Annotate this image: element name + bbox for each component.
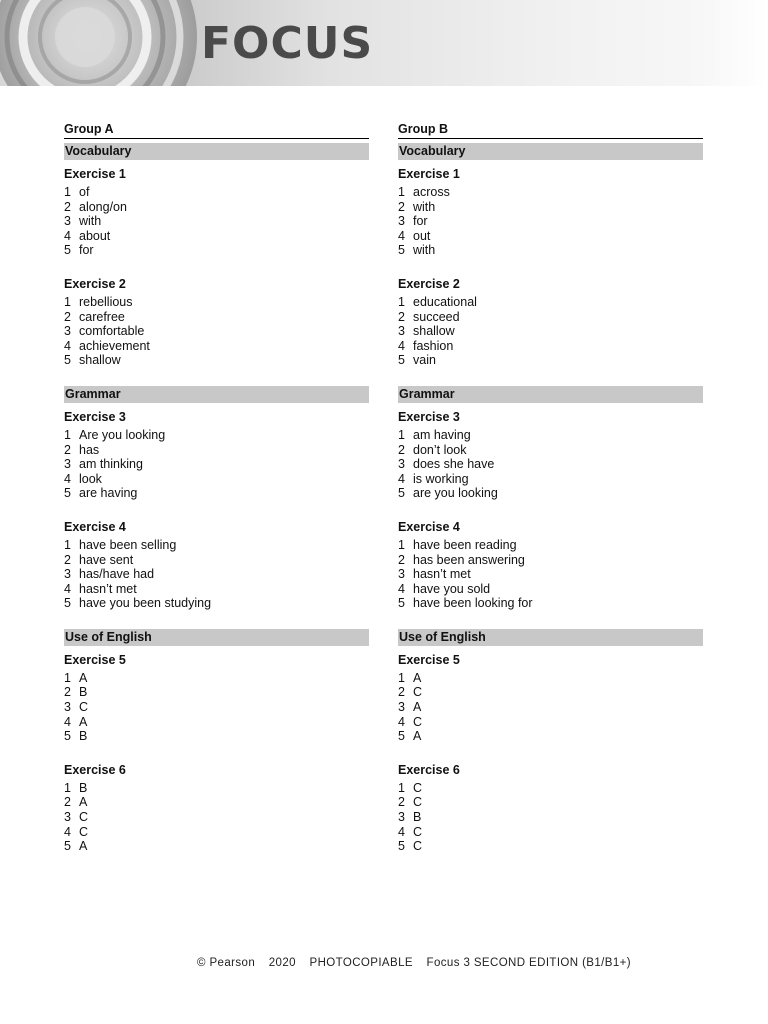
answer-text: about: [79, 228, 111, 243]
answer-number: 5: [398, 729, 405, 744]
focus-logo-graphic: [0, 0, 220, 86]
answer-item: [64, 729, 369, 744]
answer-text: of: [79, 185, 90, 199]
answer-text: has/have had: [79, 567, 155, 582]
answer-number: 1: [64, 185, 71, 199]
answer-item: [64, 671, 369, 686]
answer-text: C: [79, 700, 89, 715]
answer-number: 1: [398, 670, 405, 685]
answer-number: 3: [64, 214, 71, 229]
answer-text: for: [79, 243, 94, 258]
answer-text: are you looking: [413, 486, 498, 501]
answer-number: 1: [64, 537, 71, 552]
answer-list: [64, 295, 369, 368]
answer-text: does she have: [413, 457, 495, 472]
answer-number: 1: [398, 185, 405, 199]
answer-item: [398, 795, 703, 810]
answer-number: 1: [64, 780, 71, 795]
answer-text: B: [79, 685, 88, 700]
answer-item: [398, 472, 703, 487]
answer-number: 3: [398, 214, 405, 229]
answer-text: comfortable: [79, 324, 145, 339]
answer-item: [398, 685, 703, 700]
answer-item: [64, 781, 369, 796]
answer-item: [64, 567, 369, 582]
answer-text: fashion: [413, 338, 454, 353]
answer-item: [64, 582, 369, 597]
answer-item: [398, 553, 703, 568]
answer-number: 2: [398, 309, 405, 324]
answer-number: 5: [64, 839, 71, 854]
answer-text: look: [79, 471, 102, 486]
answer-number: 4: [64, 581, 71, 596]
exercise-title: Exercise 2: [398, 276, 460, 291]
answer-item: [64, 538, 369, 553]
answer-number: 2: [64, 795, 71, 810]
exercise-title: Exercise 6: [64, 762, 126, 777]
answer-text: B: [79, 729, 88, 744]
answer-item: [64, 243, 369, 258]
answer-text: along/on: [79, 199, 127, 214]
answer-list: [64, 671, 369, 744]
footer-copyright: © Pearson: [197, 957, 256, 969]
answer-text: achievement: [79, 338, 150, 353]
exercise-title: Exercise 4: [398, 519, 460, 534]
answer-item: [398, 214, 703, 229]
answer-item: [398, 353, 703, 368]
answer-text: across: [413, 185, 450, 199]
footer-year: 2020: [268, 957, 296, 969]
answer-text: are having: [79, 486, 138, 501]
answer-number: 4: [398, 714, 405, 729]
answer-number: 5: [398, 243, 405, 258]
answer-item: [64, 428, 369, 443]
answer-text: shallow: [79, 353, 121, 368]
footer-photocopiable: PHOTOCOPIABLE: [309, 957, 413, 969]
answer-text: with: [413, 199, 436, 214]
answer-item: [398, 229, 703, 244]
exercise-title: Exercise 1: [64, 167, 126, 181]
answer-number: 1: [64, 670, 71, 685]
answer-number: 3: [398, 457, 405, 472]
answer-item: [64, 229, 369, 244]
answer-item: [64, 353, 369, 368]
answer-number: 5: [64, 243, 71, 258]
answer-number: 1: [64, 427, 71, 442]
answer-text: have you been studying: [79, 596, 212, 611]
answer-number: 2: [398, 442, 405, 457]
page-footer: [0, 957, 768, 969]
exercise-title: Exercise 2: [64, 276, 126, 291]
answer-text: have you sold: [413, 581, 491, 596]
answer-text: educational: [413, 294, 477, 309]
answer-item: [398, 310, 703, 325]
section-heading: Vocabulary: [398, 143, 703, 160]
answer-text: hasn’t met: [79, 581, 137, 596]
answer-text: C: [79, 810, 89, 825]
answer-item: [64, 472, 369, 487]
answer-number: 4: [398, 228, 405, 243]
answer-number: 2: [64, 199, 71, 214]
answer-text: A: [413, 670, 422, 685]
answer-text: A: [413, 700, 422, 715]
answer-number: 2: [398, 552, 405, 567]
answer-number: 4: [64, 338, 71, 353]
answer-text: C: [413, 714, 423, 729]
answer-text: has been answering: [413, 552, 525, 567]
answer-text: have sent: [79, 552, 134, 567]
answer-item: [64, 810, 369, 825]
answer-text: out: [413, 228, 431, 243]
answer-number: 1: [64, 294, 71, 309]
answer-number: 5: [398, 596, 405, 611]
answer-item: [398, 295, 703, 310]
answer-number: 2: [398, 795, 405, 810]
brand-title: FOCUS: [201, 18, 374, 69]
section-heading: Vocabulary: [64, 143, 369, 160]
answer-text: with: [79, 214, 102, 229]
answer-item: [398, 839, 703, 854]
answer-number: 3: [398, 810, 405, 825]
answer-number: 2: [64, 685, 71, 700]
answer-item: [64, 596, 369, 611]
answer-number: 5: [64, 596, 71, 611]
answer-number: 4: [398, 338, 405, 353]
answer-item: [64, 214, 369, 229]
page-header: [0, 0, 768, 86]
answer-item: [398, 700, 703, 715]
section-heading: Grammar: [398, 386, 703, 403]
answer-text: rebellious: [79, 294, 133, 309]
answer-number: 4: [398, 471, 405, 486]
answer-item: [398, 185, 703, 200]
answer-item: [398, 729, 703, 744]
answer-item: [64, 185, 369, 200]
answer-number: 5: [398, 486, 405, 501]
answer-item: [64, 457, 369, 472]
answer-text: am thinking: [79, 457, 143, 472]
answer-text: shallow: [413, 324, 455, 339]
answer-number: 4: [64, 824, 71, 839]
answer-number: 5: [398, 353, 405, 368]
exercise-title: Exercise 5: [398, 652, 460, 667]
answer-list: [398, 428, 703, 501]
answer-item: [64, 839, 369, 854]
answer-number: 3: [64, 324, 71, 339]
answer-item: [64, 685, 369, 700]
answer-number: 2: [64, 552, 71, 567]
answer-item: [64, 700, 369, 715]
answer-number: 4: [398, 824, 405, 839]
answer-text: B: [413, 810, 422, 825]
answer-text: succeed: [413, 309, 460, 324]
answer-number: 4: [64, 228, 71, 243]
answer-number: 4: [64, 471, 71, 486]
answer-item: [64, 200, 369, 215]
answer-text: C: [413, 839, 423, 854]
answer-text: Are you looking: [79, 427, 166, 442]
answer-number: 5: [398, 839, 405, 854]
answer-text: have been looking for: [413, 596, 533, 611]
answer-item: [398, 538, 703, 553]
answer-item: [398, 781, 703, 796]
answer-text: is working: [413, 471, 469, 486]
answer-number: 5: [64, 486, 71, 501]
answer-item: [64, 295, 369, 310]
answer-item: [64, 339, 369, 354]
answer-text: has: [79, 442, 100, 457]
answer-item: [398, 428, 703, 443]
answer-number: 1: [398, 294, 405, 309]
answer-item: [398, 243, 703, 258]
answer-item: [64, 443, 369, 458]
answer-number: 3: [64, 567, 71, 582]
answer-list: [64, 185, 369, 258]
answer-text: with: [413, 243, 436, 258]
answer-text: for: [413, 214, 428, 229]
answer-list: [64, 428, 369, 501]
answer-item: [398, 443, 703, 458]
answer-item: [64, 310, 369, 325]
answer-item: [398, 339, 703, 354]
answer-number: 3: [398, 324, 405, 339]
answer-item: [398, 825, 703, 840]
answer-item: [398, 324, 703, 339]
answer-number: 4: [398, 581, 405, 596]
answer-text: C: [413, 795, 423, 810]
answer-number: 2: [64, 309, 71, 324]
section-heading: Grammar: [64, 386, 369, 403]
answer-item: [398, 596, 703, 611]
answer-number: 5: [64, 353, 71, 368]
answer-number: 5: [64, 729, 71, 744]
exercise-title: Exercise 5: [64, 652, 126, 667]
answer-item: [398, 200, 703, 215]
exercise-title: Exercise 3: [64, 409, 126, 424]
answer-text: C: [413, 685, 423, 700]
answer-item: [64, 825, 369, 840]
answer-number: 1: [398, 427, 405, 442]
group-title: Group B: [398, 121, 703, 139]
answer-text: don’t look: [413, 442, 467, 457]
answer-item: [64, 486, 369, 501]
answer-list: [398, 185, 703, 258]
exercise-title: Exercise 6: [398, 762, 460, 777]
section-heading: Use of English: [398, 629, 703, 646]
answer-number: 3: [64, 700, 71, 715]
answer-number: 3: [398, 567, 405, 582]
answer-item: [398, 715, 703, 730]
exercise-title: Exercise 4: [64, 519, 126, 534]
answer-list: [398, 671, 703, 744]
answer-text: A: [79, 714, 88, 729]
answer-item: [398, 457, 703, 472]
answer-text: A: [79, 795, 88, 810]
answer-text: A: [413, 729, 422, 744]
answer-item: [398, 810, 703, 825]
answer-text: C: [413, 780, 423, 795]
group-a-column: [64, 121, 369, 854]
answer-text: C: [79, 824, 89, 839]
answer-number: 3: [64, 810, 71, 825]
answer-item: [64, 553, 369, 568]
exercise-title: Exercise 1: [398, 167, 460, 181]
answer-number: 3: [398, 700, 405, 715]
group-title: Group A: [64, 121, 369, 139]
answer-number: 2: [398, 685, 405, 700]
answer-list: [64, 781, 369, 854]
section-heading: Use of English: [64, 629, 369, 646]
answer-item: [398, 486, 703, 501]
answer-item: [64, 795, 369, 810]
answer-list: [398, 538, 703, 611]
answer-text: have been reading: [413, 537, 517, 552]
answer-text: have been selling: [79, 537, 177, 552]
answer-list: [398, 295, 703, 368]
answer-text: C: [413, 824, 423, 839]
answer-text: B: [79, 780, 88, 795]
answer-list: [64, 538, 369, 611]
answer-text: hasn’t met: [413, 567, 471, 582]
answer-item: [398, 671, 703, 686]
answer-item: [398, 567, 703, 582]
answer-number: 2: [398, 199, 405, 214]
group-b-column: [398, 121, 703, 854]
answer-item: [64, 324, 369, 339]
answer-text: A: [79, 670, 88, 685]
answer-number: 1: [398, 780, 405, 795]
answer-item: [64, 715, 369, 730]
answer-number: 3: [64, 457, 71, 472]
answer-text: am having: [413, 427, 471, 442]
answer-text: A: [79, 839, 88, 854]
exercise-title: Exercise 3: [398, 409, 460, 424]
answer-number: 2: [64, 442, 71, 457]
answer-list: [398, 781, 703, 854]
answer-item: [398, 582, 703, 597]
answer-text: carefree: [79, 309, 125, 324]
answer-number: 4: [64, 714, 71, 729]
answer-number: 1: [398, 537, 405, 552]
answer-text: vain: [413, 353, 436, 368]
footer-edition: Focus 3 SECOND EDITION (B1/B1+): [426, 957, 631, 969]
